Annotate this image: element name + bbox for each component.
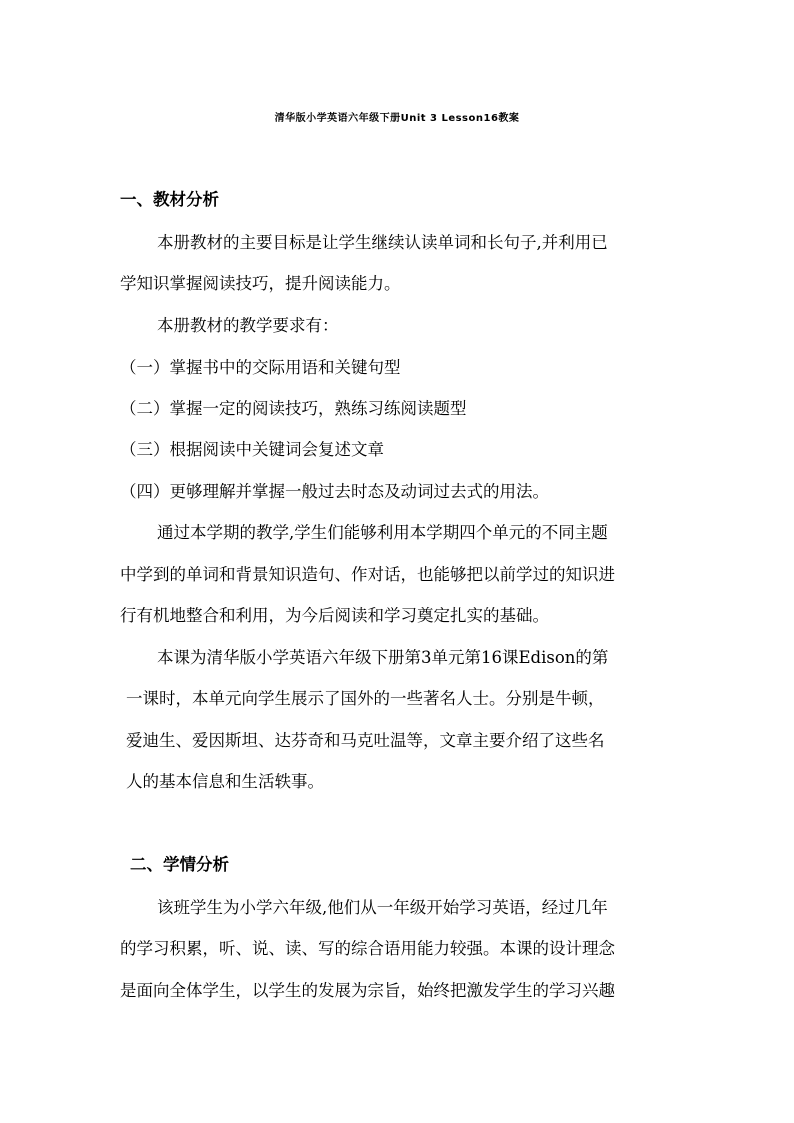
section-heading-learner-analysis: 二、学情分析 (130, 855, 229, 874)
paragraph-line: 行有机地整合和利用，为今后阅读和学习奠定扎实的基础。 (120, 606, 549, 625)
paragraph-line: 是面向全体学生，以学生的发展为宗旨，始终把激发学生的学习兴趣 (120, 981, 615, 1000)
paragraph-line: 一课时，本单元向学生展示了国外的一些著名人士。分别是牛顿， (126, 689, 605, 708)
paragraph-line: 本册教材的教学要求有： (157, 316, 339, 335)
list-item-line: （一）掌握书中的交际用语和关键句型 (120, 358, 401, 377)
paragraph-line: 通过本学期的教学,学生们能够利用本学期四个单元的不同主题 (157, 523, 608, 542)
paragraph-line: 人的基本信息和生活轶事。 (126, 772, 324, 791)
list-item-line: （三）根据阅读中关键词会复述文章 (120, 440, 384, 459)
list-item-line: （二）掌握一定的阅读技巧，熟练习练阅读题型 (120, 399, 467, 418)
paragraph-line: 中学到的单词和背景知识造句、作对话，也能够把以前学过的知识进 (120, 565, 615, 584)
paragraph-line: 学知识掌握阅读技巧，提升阅读能力。 (120, 274, 401, 293)
paragraph-line: 本课为清华版小学英语六年级下册第3单元第16课Edison的第 (157, 648, 609, 667)
list-item-line: （四）更够理解并掌握一般过去时态及动词过去式的用法。 (120, 482, 549, 501)
paragraph-line: 的学习积累，听、说、读、写的综合语用能力较强。本课的设计理念 (120, 939, 615, 958)
paragraph-line: 该班学生为小学六年级,他们从一年级开始学习英语，经过几年 (157, 898, 608, 917)
document-title: 清华版小学英语六年级下册Unit 3 Lesson16教案 (274, 113, 520, 124)
paragraph-line: 爱迪生、爱因斯坦、达芬奇和马克吐温等，文章主要介绍了这些名 (126, 731, 605, 750)
section-heading-textbook-analysis: 一、教材分析 (120, 190, 219, 209)
paragraph-line: 本册教材的主要目标是让学生继续认读单词和长句子,并利用已 (157, 233, 608, 252)
